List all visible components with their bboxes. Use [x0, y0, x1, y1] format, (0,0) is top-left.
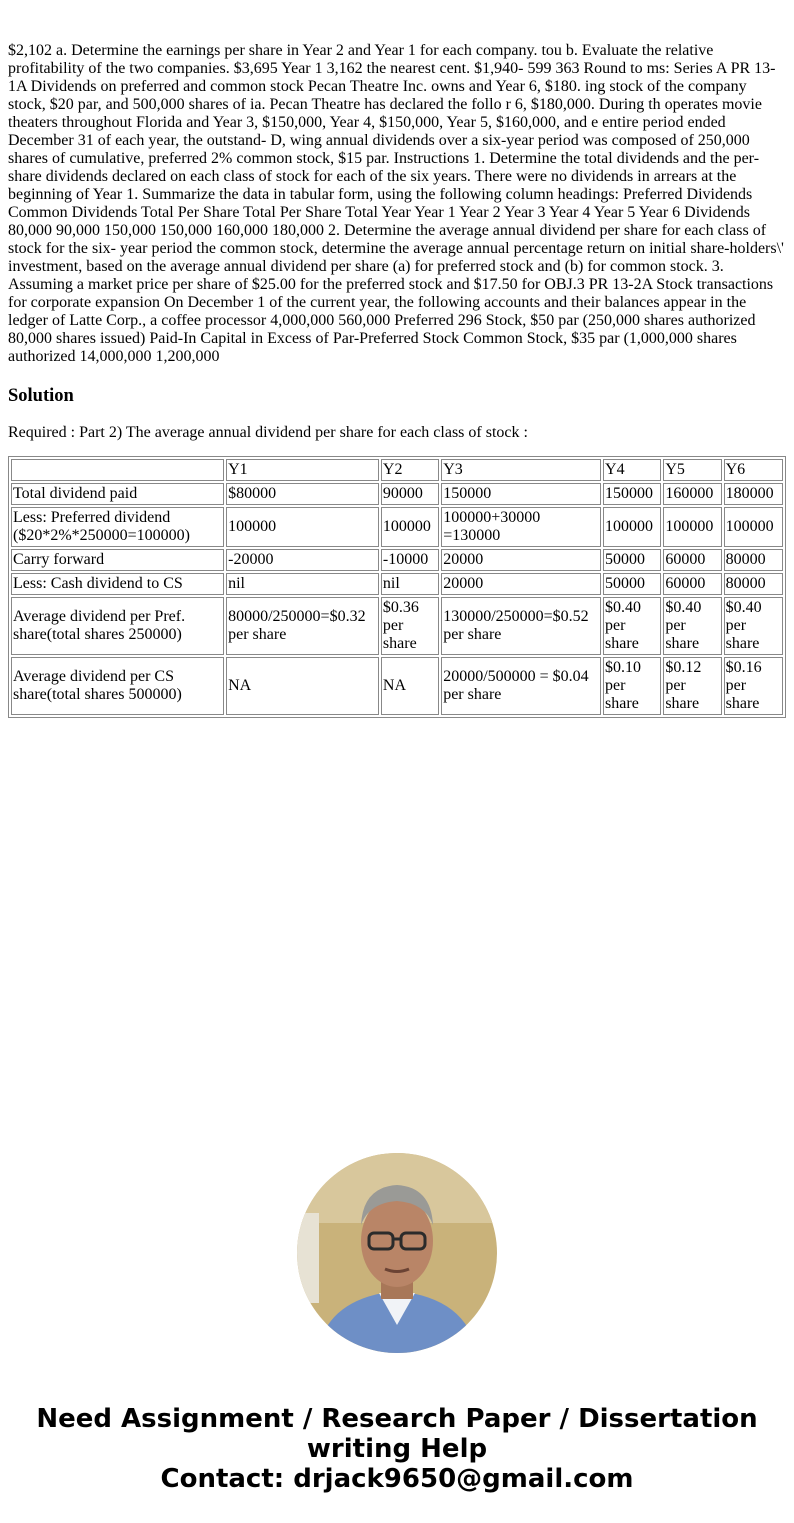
header-cell: Y3	[441, 459, 601, 481]
table-cell: 150000	[441, 483, 601, 505]
table-cell: 20000	[441, 573, 601, 595]
table-cell: $0.40 per share	[663, 597, 721, 655]
header-cell: Y2	[381, 459, 439, 481]
table-cell: 130000/250000=$0.52 per share	[441, 597, 601, 655]
table-cell: -20000	[226, 549, 379, 571]
required-text: Required : Part 2) The average annual dividend per share for each class of stock :	[8, 424, 528, 441]
table-cell: $0.40 per share	[603, 597, 661, 655]
person-portrait-icon	[297, 1153, 497, 1353]
solution-heading: Solution	[8, 386, 74, 406]
table-cell: nil	[381, 573, 439, 595]
author-avatar	[297, 1153, 497, 1353]
table-cell: 80000	[724, 549, 783, 571]
table-row	[11, 507, 783, 547]
table-header-row	[11, 459, 783, 481]
table-cell: 60000	[663, 549, 721, 571]
table-cell: Total dividend paid	[11, 483, 224, 505]
table-row	[11, 483, 783, 505]
table-cell: 80000/250000=$0.32 per share	[226, 597, 379, 655]
table-cell: $0.36 per share	[381, 597, 439, 655]
table-cell: 60000	[663, 573, 721, 595]
table-cell: $0.10 per share	[603, 657, 661, 715]
table-cell: 50000	[603, 573, 661, 595]
banner-line-2: writing Help	[306, 1434, 488, 1464]
table-cell: $0.40 per share	[724, 597, 783, 655]
table-cell: 160000	[663, 483, 721, 505]
header-cell	[11, 459, 224, 481]
table-cell: 100000	[603, 507, 661, 547]
table-cell: 20000	[441, 549, 601, 571]
question-text: $2,102 a. Determine the earnings per share in Year 2 and Year 1 for each company. tou b. Evaluate the relative profitability of the two companies. $3,695 Year 1 3,162 the nearest cent. $1,940- 599 363 Round to ms: Series A PR 13-1A Dividends on preferred and common stock Pecan Theatre Inc. owns and Year 6, $180. ing stock of the company stock, $20 par, and 500,000 shares of ia. Pecan Theatre has declared the follo r 6, $180,000. During th operates movie theaters throughout Florida and Year 3, $150,000, Year 4, $150,000, Year 5, $160,000, and e entire period ended December 31 of each year, the outstand- D, wing annual dividends over a six-year period was composed of 250,000 shares of cumulative, preferred 2% common stock, $15 par. Instructions 1. Determine the total dividends and the per-share dividends declared on each class of stock for each of the six years. There were no dividends in arrears at the beginning of Year 1. Summarize the data in tabular form, using the following column headings: Preferred Dividends Common Dividends Total Per Share Total Per Share Total Year Year 1 Year 2 Year 3 Year 4 Year 5 Year 6 Dividends 80,000 90,000 150,000 150,000 160,000 180,000 2. Determine the average annual dividend per share for each class of stock for the six- year period the common stock, determine the average annual percentage return on initial share-holders\' investment, based on the average annual dividend per share (a) for preferred stock and (b) for common stock. 3. Assuming a market price per share of $25.00 for the preferred stock and $17.50 for OBJ.3 PR 13-2A Stock transactions for corporate expansion On December 1 of the current year, the following accounts and their balances appear in the ledger of Latte Corp., a coffee processor 4,000,000 560,000 Preferred 296 Stock, $50 par (250,000 shares authorized 80,000 shares issued) Paid-In Capital in Excess of Par-Preferred Stock Common Stock, $35 par (1,000,000 shares authorized 14,000,000 1,200,000	[8, 42, 784, 365]
table-cell: Average dividend per Pref. share(total shares 250000)	[11, 597, 224, 655]
table-cell: Carry forward	[11, 549, 224, 571]
header-cell: Y1	[226, 459, 379, 481]
table-cell: $0.12 per share	[663, 657, 721, 715]
content	[8, 0, 786, 718]
table-row	[11, 657, 783, 715]
table-row	[11, 597, 783, 655]
banner-contact: Contact: drjack9650@gmail.com	[160, 1464, 634, 1494]
table-cell: 90000	[381, 483, 439, 505]
table-cell: 100000	[381, 507, 439, 547]
table-cell: 100000	[226, 507, 379, 547]
banner-line-1: Need Assignment / Research Paper / Dissertation	[36, 1404, 758, 1434]
header-cell: Y5	[663, 459, 721, 481]
table-cell: $0.16 per share	[724, 657, 783, 715]
contact-banner	[0, 1404, 794, 1494]
table-row	[11, 573, 783, 595]
header-cell: Y4	[603, 459, 661, 481]
table-cell: 180000	[724, 483, 783, 505]
table-cell: 100000+30000 =130000	[441, 507, 601, 547]
table-cell: 80000	[724, 573, 783, 595]
table-cell: $80000	[226, 483, 379, 505]
table-cell: nil	[226, 573, 379, 595]
table-cell: 50000	[603, 549, 661, 571]
table-cell: -10000	[381, 549, 439, 571]
table-cell: NA	[381, 657, 439, 715]
table-cell: 100000	[663, 507, 721, 547]
table-row	[11, 549, 783, 571]
table-cell: 150000	[603, 483, 661, 505]
table-cell: 20000/500000 = $0.04 per share	[441, 657, 601, 715]
table-cell: 100000	[724, 507, 783, 547]
dividend-table	[8, 456, 786, 718]
table-cell: Less: Cash dividend to CS	[11, 573, 224, 595]
table-cell: Less: Preferred dividend ($20*2%*250000=100000)	[11, 507, 224, 547]
header-cell: Y6	[724, 459, 783, 481]
table-cell: NA	[226, 657, 379, 715]
table-cell: Average dividend per CS share(total shares 500000)	[11, 657, 224, 715]
